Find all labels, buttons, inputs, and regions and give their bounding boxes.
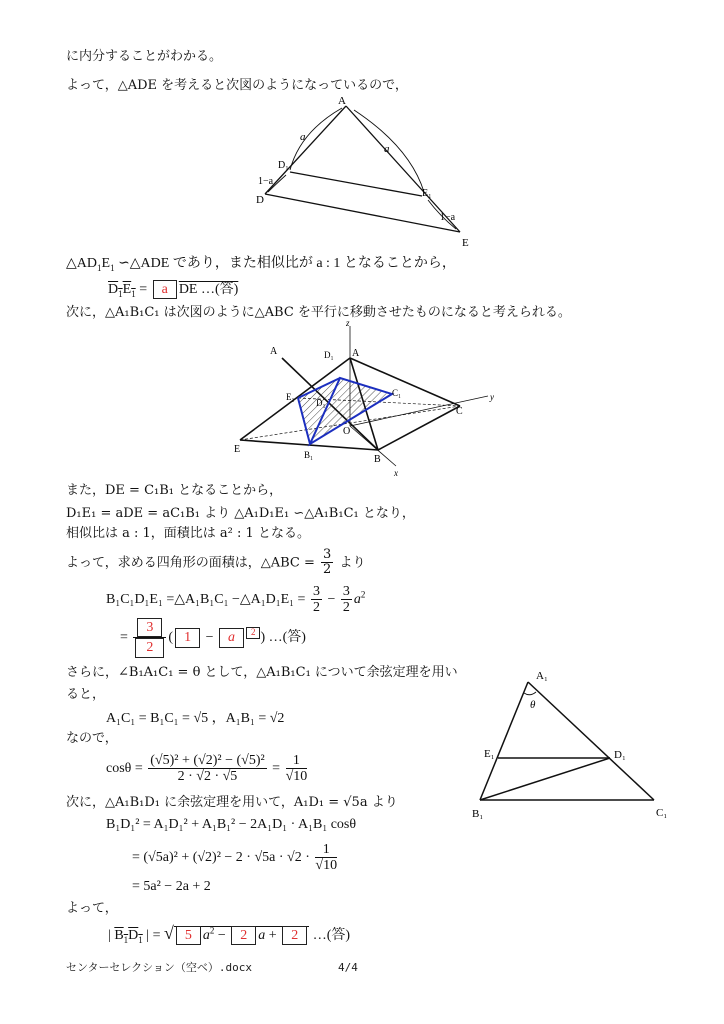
edge-a1-c1 (528, 682, 654, 800)
label3d-y: y (490, 392, 494, 402)
label-1a-right: 1−a (440, 212, 456, 223)
text-line-17: 次に，△A₁B₁D₁ に余弦定理を用いて，A₁D₁ = √5a より (66, 795, 398, 810)
fraction-three-halves: $\frac{3}{2}$ (323, 547, 332, 578)
label3d-c: C (456, 406, 463, 417)
answer-box-area-num: 3 (137, 618, 162, 637)
label3d-e: E (234, 444, 241, 455)
label3d-c1: C₁ (392, 388, 402, 398)
label3d-d1-inner: D₁ (316, 398, 326, 408)
text-line-19: = (√5a)² + (√2)² − 2 · √5a · √2 · $\frac{1}{√10}$ (132, 842, 338, 874)
label-d: D (256, 194, 264, 206)
text-line-12: さらに，∠B₁A₁C₁ = θ として，△A₁B₁C₁ について余弦定理を用い (66, 665, 458, 680)
label2-d1: D₁ (614, 749, 626, 761)
answer-line-b1d1: | $B_1D_1$ | = √ 5 $a^2 - 2$ a + 2 …(答) (108, 923, 351, 945)
text-line-6: また，DE = C₁B₁ となることから， (66, 483, 283, 498)
text-line-7: D₁E₁ = aDE = aC₁B₁ より △A₁D₁E₁ ∽△A₁B₁C₁ となり， (66, 506, 415, 521)
label-e1: E₁ (422, 188, 432, 199)
text-line-3: $\triangle AD_1E_1$ ∽△ADE であり，また相似比が a : 1 となることから， (66, 256, 456, 273)
answer-box-area-den: 2 (135, 638, 164, 657)
edge-b1-d1 (480, 758, 610, 800)
footer-page-number: 4/4 (338, 961, 358, 974)
text-line-9: よって，求める四角形の面積は，△ABC = $\frac{3}{2}$ より (66, 547, 366, 578)
label2-c1: C₁ (656, 807, 668, 819)
label3d-o: O (343, 426, 351, 437)
text-line-8: 相似比は a : 1，面積比は a² : 1 となる。 (66, 526, 310, 541)
answer-box-5: 5 (176, 926, 201, 945)
label-a: A (338, 95, 346, 107)
text-line-21: よって， (66, 901, 118, 916)
angle-theta-arc (524, 692, 536, 695)
answer-box-exponent: 2 (246, 627, 261, 639)
answer-fraction-area (133, 618, 166, 658)
label3d-b1: B₁ (304, 450, 314, 460)
answer-box-a2: a (219, 628, 244, 647)
label-e: E (462, 237, 469, 249)
text-line-14: A₁C₁ = B₁C₁ = √5 ，A₁B₁ = √2 (106, 711, 285, 726)
footer-filename: センターセレクション（空ベ）.docx (66, 961, 253, 974)
label3d-x: x (394, 468, 398, 478)
edge-ad (265, 106, 346, 194)
fraction-cos: $\frac{\text{(√5)² + (√2)² − (√5)²}}{2 \cdot √2 \cdot √5}$ (150, 753, 265, 785)
text-line-15: なので， (66, 731, 118, 746)
label3d-b: B (374, 454, 381, 465)
label2-e1: E₁ (484, 748, 495, 760)
text-line-20: = 5a² − 2a + 2 (132, 879, 211, 894)
label3d-d1: D₁ (324, 350, 334, 360)
text-line-10: B₁C₁D₁E₁ =△A₁B₁C₁ −△A₁D₁E₁ = $\frac{3}{2}$ − $\frac{3}{2}$ $a^2$ (106, 584, 366, 616)
label-a-right: a (384, 143, 390, 155)
label-d1: D₁ (278, 160, 289, 171)
label2-theta: θ (530, 699, 536, 711)
text-line-5: 次に，△A₁B₁C₁ は次図のように△ABC を平行に移動させたものになると考えられる。 (66, 305, 571, 320)
label3d-z: z (346, 318, 350, 328)
label2-b1: B₁ (472, 808, 484, 820)
text-line-16-cos: cosθ = $\frac{\text{(√5)² + (√2)² − (√5)²}}{2 \cdot √2 \cdot √5}$ = $\frac{1}{√10}$ (106, 753, 308, 785)
triangle-ade-diagram (250, 92, 480, 250)
label3d-a2: A (352, 348, 360, 359)
answer-box-2: 2 (282, 926, 307, 945)
label-1a-left: 1−a (258, 176, 274, 187)
label3d-a: A (270, 346, 278, 357)
label3d-e1: E₁ (286, 392, 295, 402)
label-a-left: a (300, 131, 306, 143)
label2-a1: A₁ (536, 670, 548, 682)
answer-line-area: = $\frac{3}{2}$ ( 1 − a 2 ) …(答) (120, 618, 306, 658)
translation-3d-diagram (228, 318, 504, 478)
text-line-1: に内分することがわかる。 (66, 49, 223, 64)
text-line-13: ると， (66, 687, 106, 702)
edge-d1e1 (290, 172, 422, 196)
answer-box-a: a (153, 280, 177, 299)
answer-line-d1e1: $D_1E_1 = a$ DE …(答) (108, 282, 239, 299)
text-line-2: よって，△ADE を考えると次図のようになっているので， (66, 78, 408, 93)
text-line-18: B₁D₁² = A₁D₁² + A₁B₁² − 2A₁D₁ · A₁B₁ cosθ (106, 817, 357, 832)
triangle-a1b1c1-diagram (470, 666, 680, 822)
answer-box-one: 1 (175, 628, 200, 647)
answer-box-2a: 2 (231, 926, 256, 945)
edge-a1-b1 (480, 682, 528, 800)
